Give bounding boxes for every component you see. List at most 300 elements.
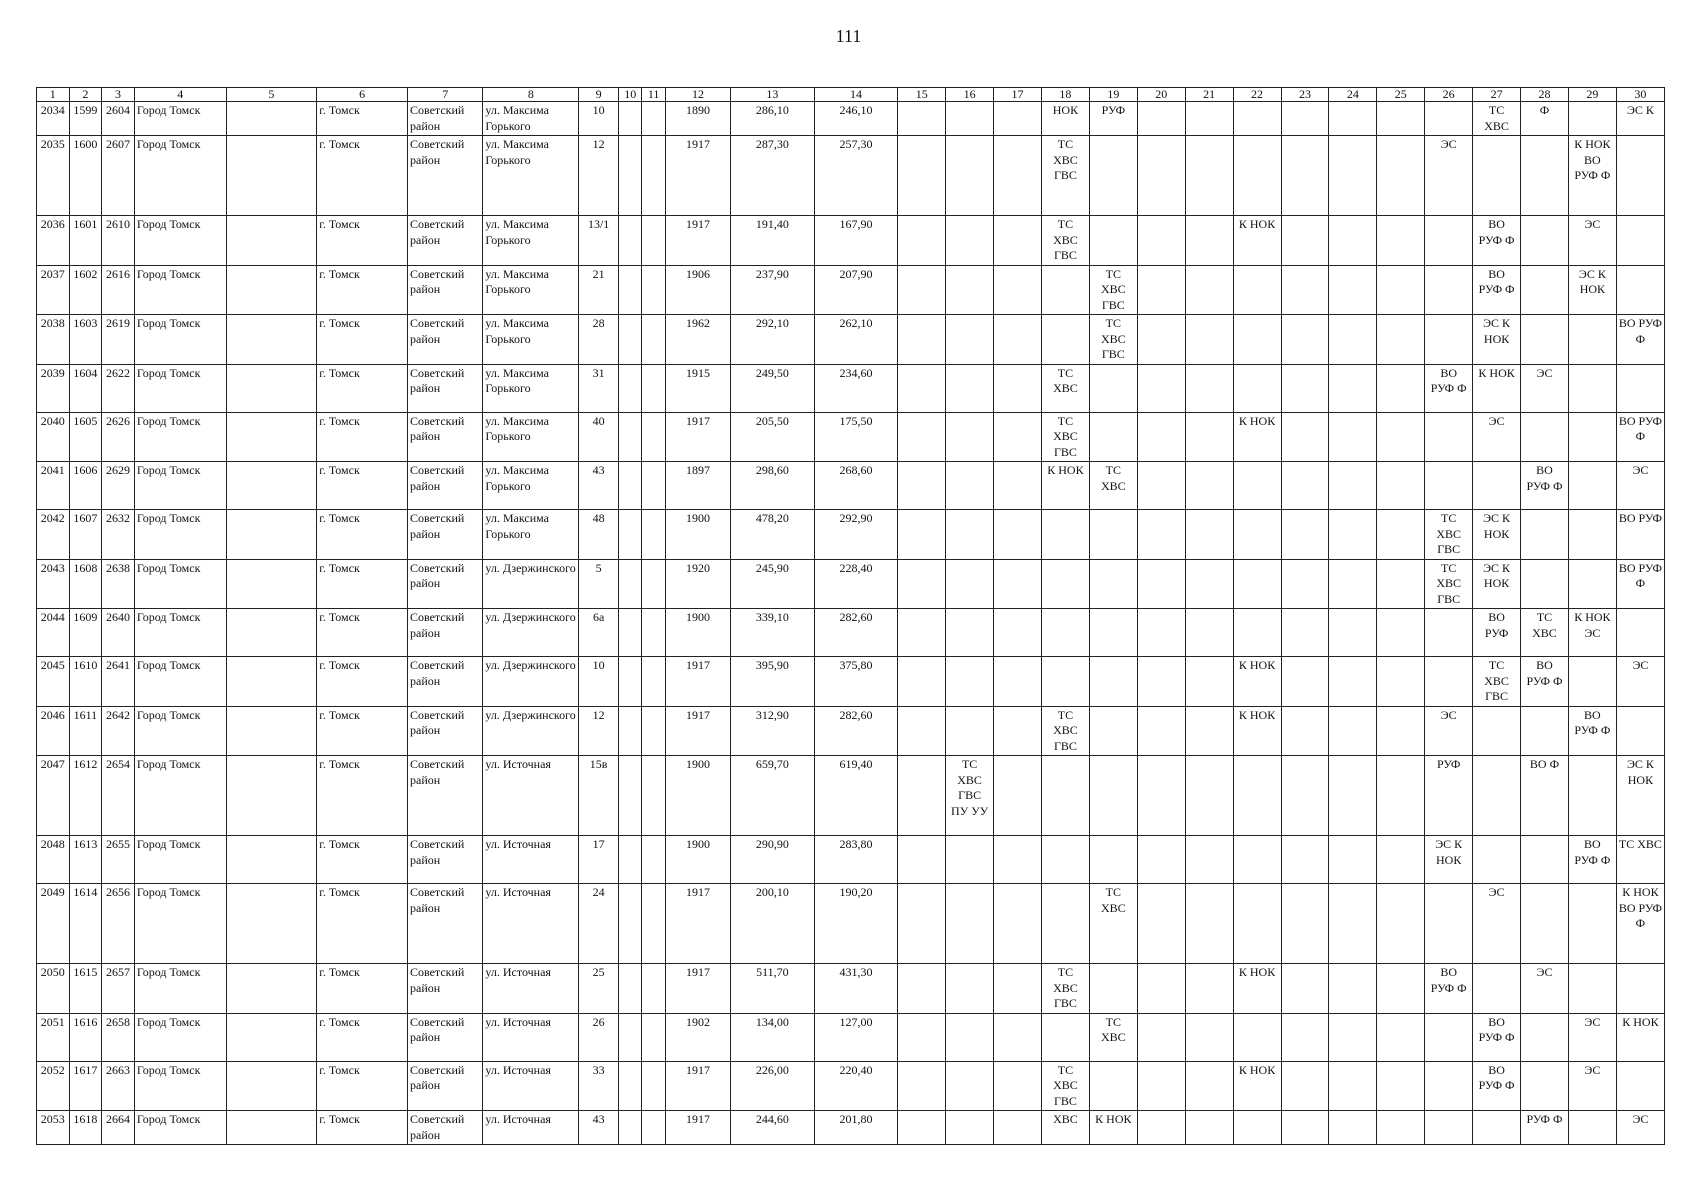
cell-col-26: ЭС К НОК — [1425, 836, 1473, 884]
cell-col-29 — [1568, 884, 1616, 964]
cell-col-14: 207,90 — [814, 265, 898, 315]
cell-col-21 — [1185, 364, 1233, 412]
column-header-27: 27 — [1473, 88, 1521, 102]
cell-col-28 — [1521, 836, 1569, 884]
cell-col-27: К НОК — [1473, 364, 1521, 412]
cell-col-15 — [898, 1111, 946, 1145]
column-header-30: 30 — [1616, 88, 1664, 102]
cell-col-2: 1613 — [69, 836, 102, 884]
cell-col-3: 2641 — [102, 657, 135, 707]
cell-col-2: 1603 — [69, 315, 102, 365]
cell-col-24 — [1329, 609, 1377, 657]
cell-col-11 — [642, 559, 665, 609]
cell-col-6: г. Томск — [317, 216, 408, 266]
cell-col-3: 2626 — [102, 412, 135, 462]
cell-col-17 — [994, 756, 1042, 836]
cell-col-26: ТС ХВС ГВС — [1425, 559, 1473, 609]
cell-col-8: ул. Максима Горького — [483, 364, 579, 412]
cell-col-24 — [1329, 1013, 1377, 1061]
cell-col-11 — [642, 1013, 665, 1061]
cell-col-17 — [994, 884, 1042, 964]
cell-col-1: 2049 — [37, 884, 70, 964]
cell-col-23 — [1281, 1111, 1329, 1145]
cell-col-3: 2656 — [102, 884, 135, 964]
cell-col-10 — [618, 1111, 641, 1145]
cell-col-14: 282,60 — [814, 706, 898, 756]
cell-col-8: ул. Максима Горького — [483, 136, 579, 216]
cell-col-6: г. Томск — [317, 657, 408, 707]
cell-col-19 — [1089, 412, 1137, 462]
cell-col-30: ЭС К — [1616, 102, 1664, 136]
cell-col-11 — [642, 315, 665, 365]
cell-col-29 — [1568, 510, 1616, 560]
cell-col-16 — [946, 884, 994, 964]
cell-col-23 — [1281, 706, 1329, 756]
cell-col-23 — [1281, 265, 1329, 315]
cell-col-22: К НОК — [1233, 706, 1281, 756]
cell-col-16 — [946, 216, 994, 266]
cell-col-23 — [1281, 1061, 1329, 1111]
cell-col-16 — [946, 1013, 994, 1061]
cell-col-13: 237,90 — [731, 265, 815, 315]
cell-col-30: ВО РУФ — [1616, 510, 1664, 560]
cell-col-6: г. Томск — [317, 964, 408, 1014]
cell-col-12: 1917 — [665, 657, 730, 707]
cell-col-19 — [1089, 1061, 1137, 1111]
cell-col-15 — [898, 462, 946, 510]
cell-col-28: Ф — [1521, 102, 1569, 136]
cell-col-30: ЭС — [1616, 657, 1664, 707]
cell-col-8: ул. Максима Горького — [483, 216, 579, 266]
page-number: 111 — [835, 26, 862, 46]
cell-col-19 — [1089, 657, 1137, 707]
cell-col-29: ВО РУФ Ф — [1568, 706, 1616, 756]
cell-col-7: Советский район — [408, 1111, 483, 1145]
cell-col-30 — [1616, 136, 1664, 216]
cell-col-27: ЭС — [1473, 884, 1521, 964]
cell-col-26: ЭС — [1425, 136, 1473, 216]
cell-col-12: 1900 — [665, 609, 730, 657]
cell-col-20 — [1137, 364, 1185, 412]
cell-col-1: 2047 — [37, 756, 70, 836]
cell-col-6: г. Томск — [317, 706, 408, 756]
cell-col-8: ул. Источная — [483, 1111, 579, 1145]
cell-col-14: 262,10 — [814, 315, 898, 365]
cell-col-9: 43 — [579, 462, 619, 510]
cell-col-8: ул. Дзержинского — [483, 657, 579, 707]
cell-col-27 — [1473, 1111, 1521, 1145]
cell-col-20 — [1137, 412, 1185, 462]
cell-col-4: Город Томск — [134, 265, 226, 315]
cell-col-12: 1897 — [665, 462, 730, 510]
cell-col-28: ЭС — [1521, 964, 1569, 1014]
cell-col-11 — [642, 836, 665, 884]
cell-col-21 — [1185, 265, 1233, 315]
column-header-28: 28 — [1521, 88, 1569, 102]
cell-col-29 — [1568, 964, 1616, 1014]
cell-col-4: Город Томск — [134, 315, 226, 365]
cell-col-2: 1612 — [69, 756, 102, 836]
cell-col-1: 2035 — [37, 136, 70, 216]
column-header-11: 11 — [642, 88, 665, 102]
cell-col-28 — [1521, 884, 1569, 964]
cell-col-10 — [618, 884, 641, 964]
cell-col-8: ул. Максима Горького — [483, 412, 579, 462]
cell-col-4: Город Томск — [134, 1111, 226, 1145]
cell-col-3: 2664 — [102, 1111, 135, 1145]
table-row — [37, 1013, 1665, 1061]
cell-col-28: ВО Ф — [1521, 756, 1569, 836]
cell-col-9: 24 — [579, 884, 619, 964]
cell-col-18 — [1041, 836, 1089, 884]
cell-col-20 — [1137, 836, 1185, 884]
cell-col-11 — [642, 462, 665, 510]
cell-col-16 — [946, 1061, 994, 1111]
cell-col-22 — [1233, 1111, 1281, 1145]
cell-col-23 — [1281, 315, 1329, 365]
cell-col-15 — [898, 884, 946, 964]
cell-col-28 — [1521, 559, 1569, 609]
column-header-2: 2 — [69, 88, 102, 102]
cell-col-10 — [618, 216, 641, 266]
cell-col-2: 1602 — [69, 265, 102, 315]
cell-col-12: 1900 — [665, 510, 730, 560]
cell-col-11 — [642, 657, 665, 707]
cell-col-3: 2622 — [102, 364, 135, 412]
cell-col-27: ВО РУФ Ф — [1473, 216, 1521, 266]
cell-col-15 — [898, 657, 946, 707]
cell-col-20 — [1137, 706, 1185, 756]
cell-col-17 — [994, 265, 1042, 315]
cell-col-8: ул. Источная — [483, 756, 579, 836]
cell-col-12: 1906 — [665, 265, 730, 315]
cell-col-12: 1902 — [665, 1013, 730, 1061]
cell-col-30: ЭС — [1616, 1111, 1664, 1145]
cell-col-18 — [1041, 510, 1089, 560]
cell-col-6: г. Томск — [317, 315, 408, 365]
cell-col-5 — [226, 510, 317, 560]
cell-col-27: ВО РУФ Ф — [1473, 265, 1521, 315]
cell-col-21 — [1185, 884, 1233, 964]
cell-col-13: 339,10 — [731, 609, 815, 657]
cell-col-6: г. Томск — [317, 136, 408, 216]
cell-col-2: 1608 — [69, 559, 102, 609]
cell-col-28 — [1521, 265, 1569, 315]
cell-col-22 — [1233, 836, 1281, 884]
cell-col-11 — [642, 510, 665, 560]
cell-col-14: 167,90 — [814, 216, 898, 266]
cell-col-11 — [642, 884, 665, 964]
table-row — [37, 462, 1665, 510]
cell-col-15 — [898, 836, 946, 884]
cell-col-21 — [1185, 706, 1233, 756]
cell-col-5 — [226, 756, 317, 836]
cell-col-27 — [1473, 462, 1521, 510]
cell-col-26 — [1425, 462, 1473, 510]
cell-col-29: ЭС — [1568, 1061, 1616, 1111]
cell-col-25 — [1377, 559, 1425, 609]
cell-col-11 — [642, 102, 665, 136]
cell-col-6: г. Томск — [317, 510, 408, 560]
cell-col-2: 1616 — [69, 1013, 102, 1061]
cell-col-29 — [1568, 315, 1616, 365]
cell-col-24 — [1329, 964, 1377, 1014]
cell-col-24 — [1329, 1111, 1377, 1145]
cell-col-23 — [1281, 510, 1329, 560]
cell-col-14: 619,40 — [814, 756, 898, 836]
table-row — [37, 609, 1665, 657]
column-header-16: 16 — [946, 88, 994, 102]
cell-col-26 — [1425, 884, 1473, 964]
cell-col-9: 5 — [579, 559, 619, 609]
cell-col-22 — [1233, 364, 1281, 412]
cell-col-9: 17 — [579, 836, 619, 884]
cell-col-19 — [1089, 136, 1137, 216]
cell-col-28: ВО РУФ Ф — [1521, 657, 1569, 707]
cell-col-27: ТС ХВС — [1473, 102, 1521, 136]
cell-col-5 — [226, 836, 317, 884]
cell-col-24 — [1329, 364, 1377, 412]
cell-col-10 — [618, 1013, 641, 1061]
cell-col-18: К НОК — [1041, 462, 1089, 510]
cell-col-26: ВО РУФ Ф — [1425, 364, 1473, 412]
cell-col-26: ВО РУФ Ф — [1425, 964, 1473, 1014]
cell-col-9: 10 — [579, 102, 619, 136]
cell-col-15 — [898, 1061, 946, 1111]
cell-col-29: ЭС — [1568, 1013, 1616, 1061]
cell-col-26 — [1425, 265, 1473, 315]
cell-col-14: 190,20 — [814, 884, 898, 964]
cell-col-4: Город Томск — [134, 756, 226, 836]
cell-col-13: 292,10 — [731, 315, 815, 365]
cell-col-28 — [1521, 136, 1569, 216]
column-header-6: 6 — [317, 88, 408, 102]
cell-col-10 — [618, 609, 641, 657]
cell-col-11 — [642, 706, 665, 756]
cell-col-7: Советский район — [408, 836, 483, 884]
cell-col-3: 2607 — [102, 136, 135, 216]
cell-col-14: 282,60 — [814, 609, 898, 657]
cell-col-3: 2604 — [102, 102, 135, 136]
cell-col-3: 2638 — [102, 559, 135, 609]
cell-col-24 — [1329, 559, 1377, 609]
cell-col-17 — [994, 136, 1042, 216]
cell-col-25 — [1377, 1013, 1425, 1061]
cell-col-27: ТС ХВС ГВС — [1473, 657, 1521, 707]
cell-col-14: 246,10 — [814, 102, 898, 136]
cell-col-27 — [1473, 706, 1521, 756]
table-row — [37, 706, 1665, 756]
cell-col-15 — [898, 756, 946, 836]
cell-col-4: Город Томск — [134, 706, 226, 756]
cell-col-4: Город Томск — [134, 657, 226, 707]
cell-col-28 — [1521, 216, 1569, 266]
cell-col-17 — [994, 964, 1042, 1014]
cell-col-13: 395,90 — [731, 657, 815, 707]
cell-col-15 — [898, 1013, 946, 1061]
cell-col-20 — [1137, 216, 1185, 266]
table-row — [37, 1111, 1665, 1145]
cell-col-13: 226,00 — [731, 1061, 815, 1111]
cell-col-21 — [1185, 559, 1233, 609]
cell-col-13: 244,60 — [731, 1111, 815, 1145]
cell-col-1: 2037 — [37, 265, 70, 315]
cell-col-17 — [994, 216, 1042, 266]
cell-col-20 — [1137, 102, 1185, 136]
cell-col-5 — [226, 315, 317, 365]
cell-col-22 — [1233, 756, 1281, 836]
cell-col-5 — [226, 1061, 317, 1111]
cell-col-3: 2654 — [102, 756, 135, 836]
cell-col-8: ул. Источная — [483, 1061, 579, 1111]
cell-col-17 — [994, 462, 1042, 510]
cell-col-26 — [1425, 1013, 1473, 1061]
cell-col-28: ТС ХВС — [1521, 609, 1569, 657]
cell-col-16: ТС ХВС ГВС ПУ УУ — [946, 756, 994, 836]
cell-col-6: г. Томск — [317, 102, 408, 136]
cell-col-6: г. Томск — [317, 462, 408, 510]
cell-col-20 — [1137, 756, 1185, 836]
cell-col-16 — [946, 136, 994, 216]
cell-col-16 — [946, 462, 994, 510]
cell-col-24 — [1329, 102, 1377, 136]
cell-col-18: ТС ХВС ГВС — [1041, 964, 1089, 1014]
cell-col-6: г. Томск — [317, 1013, 408, 1061]
cell-col-10 — [618, 657, 641, 707]
cell-col-2: 1599 — [69, 102, 102, 136]
cell-col-4: Город Томск — [134, 1061, 226, 1111]
cell-col-16 — [946, 412, 994, 462]
cell-col-9: 31 — [579, 364, 619, 412]
cell-col-4: Город Томск — [134, 136, 226, 216]
cell-col-25 — [1377, 706, 1425, 756]
column-header-18: 18 — [1041, 88, 1089, 102]
cell-col-19 — [1089, 706, 1137, 756]
column-header-12: 12 — [665, 88, 730, 102]
column-header-26: 26 — [1425, 88, 1473, 102]
cell-col-2: 1611 — [69, 706, 102, 756]
cell-col-1: 2050 — [37, 964, 70, 1014]
cell-col-9: 12 — [579, 706, 619, 756]
cell-col-23 — [1281, 136, 1329, 216]
cell-col-24 — [1329, 412, 1377, 462]
cell-col-20 — [1137, 1013, 1185, 1061]
cell-col-21 — [1185, 1061, 1233, 1111]
cell-col-6: г. Томск — [317, 559, 408, 609]
cell-col-22 — [1233, 315, 1281, 365]
cell-col-12: 1917 — [665, 1061, 730, 1111]
cell-col-18 — [1041, 756, 1089, 836]
cell-col-19 — [1089, 510, 1137, 560]
cell-col-14: 175,50 — [814, 412, 898, 462]
cell-col-15 — [898, 315, 946, 365]
cell-col-11 — [642, 1061, 665, 1111]
cell-col-8: ул. Дзержинского — [483, 609, 579, 657]
cell-col-13: 298,60 — [731, 462, 815, 510]
register-table — [36, 87, 1665, 1145]
cell-col-5 — [226, 706, 317, 756]
table-row — [37, 102, 1665, 136]
cell-col-18 — [1041, 884, 1089, 964]
cell-col-25 — [1377, 609, 1425, 657]
cell-col-8: ул. Источная — [483, 836, 579, 884]
cell-col-8: ул. Источная — [483, 884, 579, 964]
cell-col-15 — [898, 136, 946, 216]
cell-col-11 — [642, 364, 665, 412]
cell-col-7: Советский район — [408, 102, 483, 136]
cell-col-16 — [946, 706, 994, 756]
cell-col-7: Советский район — [408, 136, 483, 216]
cell-col-3: 2629 — [102, 462, 135, 510]
cell-col-27: ЭС К НОК — [1473, 510, 1521, 560]
cell-col-18 — [1041, 559, 1089, 609]
cell-col-23 — [1281, 559, 1329, 609]
cell-col-26: РУФ — [1425, 756, 1473, 836]
cell-col-22 — [1233, 265, 1281, 315]
cell-col-5 — [226, 609, 317, 657]
cell-col-7: Советский район — [408, 609, 483, 657]
cell-col-27 — [1473, 964, 1521, 1014]
cell-col-25 — [1377, 102, 1425, 136]
cell-col-4: Город Томск — [134, 412, 226, 462]
cell-col-11 — [642, 1111, 665, 1145]
cell-col-24 — [1329, 510, 1377, 560]
cell-col-21 — [1185, 1013, 1233, 1061]
cell-col-19: РУФ — [1089, 102, 1137, 136]
cell-col-5 — [226, 462, 317, 510]
cell-col-5 — [226, 216, 317, 266]
cell-col-26 — [1425, 412, 1473, 462]
cell-col-28: РУФ Ф — [1521, 1111, 1569, 1145]
cell-col-8: ул. Дзержинского — [483, 559, 579, 609]
cell-col-22 — [1233, 510, 1281, 560]
cell-col-12: 1917 — [665, 412, 730, 462]
cell-col-19 — [1089, 756, 1137, 836]
cell-col-18: ТС ХВС ГВС — [1041, 216, 1089, 266]
cell-col-6: г. Томск — [317, 364, 408, 412]
table-row — [37, 216, 1665, 266]
cell-col-7: Советский район — [408, 1061, 483, 1111]
cell-col-2: 1604 — [69, 364, 102, 412]
cell-col-4: Город Томск — [134, 1013, 226, 1061]
column-header-21: 21 — [1185, 88, 1233, 102]
cell-col-26 — [1425, 102, 1473, 136]
cell-col-20 — [1137, 884, 1185, 964]
cell-col-12: 1917 — [665, 216, 730, 266]
cell-col-30: ЭС К НОК — [1616, 756, 1664, 836]
cell-col-16 — [946, 559, 994, 609]
cell-col-13: 200,10 — [731, 884, 815, 964]
cell-col-22: К НОК — [1233, 216, 1281, 266]
cell-col-7: Советский район — [408, 884, 483, 964]
cell-col-12: 1890 — [665, 102, 730, 136]
cell-col-6: г. Томск — [317, 265, 408, 315]
cell-col-16 — [946, 265, 994, 315]
cell-col-11 — [642, 265, 665, 315]
cell-col-30: К НОК ВО РУФ Ф — [1616, 884, 1664, 964]
cell-col-28 — [1521, 510, 1569, 560]
cell-col-3: 2640 — [102, 609, 135, 657]
cell-col-16 — [946, 964, 994, 1014]
cell-col-27: ВО РУФ Ф — [1473, 1061, 1521, 1111]
cell-col-21 — [1185, 136, 1233, 216]
cell-col-13: 312,90 — [731, 706, 815, 756]
cell-col-18: ТС ХВС ГВС — [1041, 136, 1089, 216]
cell-col-25 — [1377, 1111, 1425, 1145]
cell-col-28 — [1521, 1013, 1569, 1061]
cell-col-12: 1915 — [665, 364, 730, 412]
cell-col-2: 1605 — [69, 412, 102, 462]
